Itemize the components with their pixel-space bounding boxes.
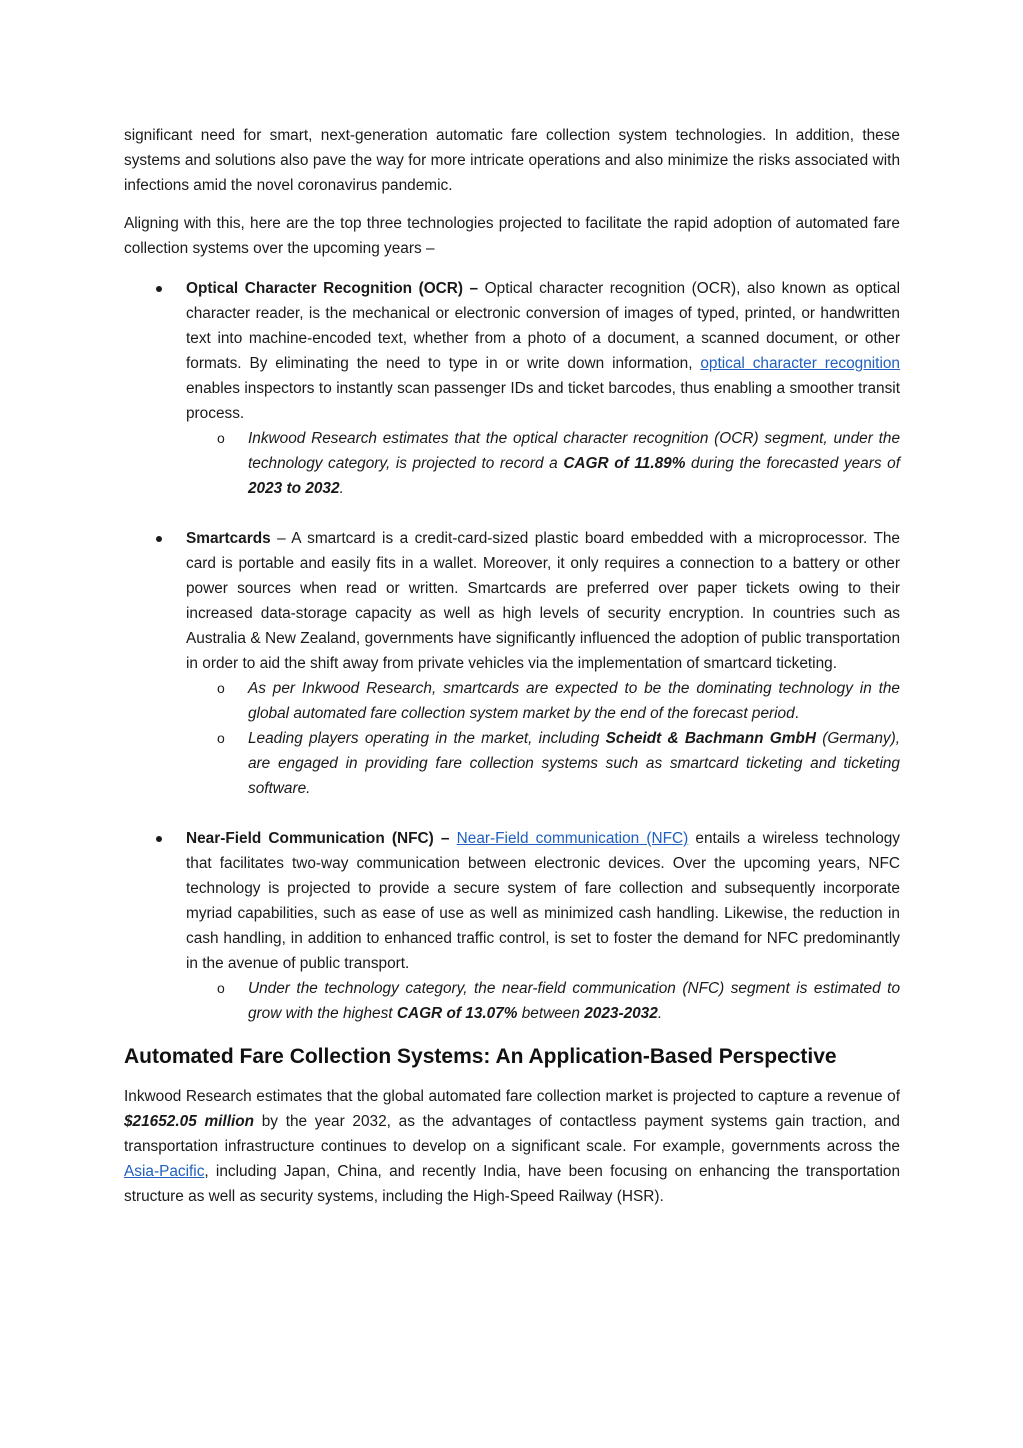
nfc-sub-text — [248, 976, 900, 1026]
smartcards-text: – A smartcard is a credit-card-sized plastic board embedded with a microprocessor. The card is portable and easily fits in a wallet. Moreover, it only requires a connection to a battery or other power sources when read or written. Smartcards are preferred over paper tickets owing to their increased data-storage capacity as well as high levels of security encryption. In countries such as Australia & New Zealand, governments have significantly influenced the adoption of public transportation in order to aid the shift away from private vehicles via the implementation of smartcard ticketing. — [186, 530, 900, 672]
bullet-dot-icon — [156, 536, 162, 542]
nfc-title: Near-Field Communication (NFC) – — [186, 830, 450, 847]
bullet-nfc — [124, 826, 900, 1026]
sub-bullet-icon: o — [217, 680, 225, 696]
nfc-years: 2023-2032 — [584, 1005, 658, 1022]
smartcards-sub1: As per Inkwood Research, smartcards are expected to be the dominating technology in the global automated fare collection system market by the end of the forecast period — [248, 680, 900, 722]
ocr-subpoint — [124, 426, 900, 501]
document-page — [124, 123, 900, 1209]
nfc-sub-c: between — [517, 1005, 585, 1022]
spacer — [124, 501, 900, 526]
ocr-title: Optical Character Recognition (OCR) – — [186, 280, 479, 297]
ocr-text-b: enables inspectors to instantly scan passenger IDs and ticket barcodes, thus enabling a smoother transit process. — [186, 380, 900, 422]
ocr-sub-e: . — [339, 480, 344, 497]
nfc-cagr: CAGR of 13.07% — [396, 1005, 518, 1022]
section-text-a: Inkwood Research estimates that the global automated fare collection market is projected to capture a revenue of — [124, 1088, 900, 1105]
smartcards-sub1-end: . — [794, 705, 799, 722]
ocr-paragraph — [186, 276, 900, 426]
ocr-sub-text — [248, 426, 900, 501]
section-text-d: , including Japan, China, and recently India, have been focusing on enhancing the transportation structure as well as security systems, including the High-Speed Railway (HSR). — [124, 1163, 900, 1205]
smartcards-sub2-c: (Germany), are engaged in providing fare collection systems such as smartcard ticketing and ticketing software. — [248, 730, 901, 797]
revenue-figure: $21652.05 million — [124, 1113, 255, 1130]
company-name: Scheidt & Bachmann GmbH — [605, 730, 816, 747]
sub-bullet-icon: o — [217, 980, 225, 996]
ocr-link[interactable]: optical character recognition — [700, 355, 900, 372]
smartcards-sub2-text — [248, 726, 900, 801]
nfc-sub-a: Under the technology category, the near-field communication (NFC) segment is estimated to grow with the highest — [248, 980, 900, 1022]
smartcards-subpoint-1 — [124, 676, 900, 726]
asia-pacific-link[interactable]: Asia-Pacific — [124, 1163, 205, 1180]
section-heading: Automated Fare Collection Systems: An Application-Based Perspective — [124, 1045, 837, 1068]
smartcards-paragraph — [186, 526, 900, 676]
ocr-sub-a: Inkwood Research estimates that the optical character recognition (OCR) segment, under the technology category, is projected to record a — [248, 430, 900, 472]
smartcards-sub1-text — [248, 676, 900, 726]
sub-bullet-icon: o — [217, 730, 225, 746]
smartcards-sub2-a: Leading players operating in the market, including — [248, 730, 606, 747]
bullet-dot-icon — [156, 836, 162, 842]
ocr-cagr: CAGR of 11.89% — [563, 455, 686, 472]
ocr-years: 2023 to 2032 — [248, 480, 340, 497]
nfc-link[interactable]: Near-Field communication (NFC) — [456, 830, 689, 847]
section-paragraph — [124, 1084, 900, 1209]
nfc-text: entails a wireless technology that facilitates two-way communication between electronic devices. Over the upcoming years, NFC technology is projected to provide a secure system of fare collection and subsequently incorporate myriad capabilities, such as ease of use as well as minimized cash handling. Likewise, the reduction in cash handling, in addition to enhanced traffic control, is set to foster the demand for NFC predominantly in the avenue of public transport. — [186, 830, 901, 972]
bullet-smartcards — [124, 526, 900, 801]
aligning-paragraph: Aligning with this, here are the top three technologies projected to facilitate the rapid adoption of automated fare collection systems over the upcoming years – — [124, 215, 900, 257]
nfc-subpoint — [124, 976, 900, 1026]
spacer — [124, 801, 900, 826]
smartcards-subpoint-2 — [124, 726, 900, 801]
ocr-text-a: Optical character recognition (OCR), also known as optical character reader, is the mechanical or electronic conversion of images of typed, printed, or handwritten text into machine-encoded text, whether from a photo of a document, a scanned document, or other formats. By eliminating the need to type in or write down information, — [186, 280, 900, 372]
bullet-dot-icon — [156, 286, 162, 292]
nfc-sub-e: . — [657, 1005, 663, 1022]
bullet-ocr — [124, 276, 900, 501]
intro-paragraph: significant need for smart, next-generation automatic fare collection system technologies. In addition, these systems and solutions also pave the way for more intricate operations and also minimize the risks associated with infections amid the novel coronavirus pandemic. — [124, 127, 900, 194]
section-text-c: by the year 2032, as the advantages of contactless payment systems gain traction, and transportation infrastructure continues to develop on a significant scale. For example, governments across the — [124, 1113, 900, 1155]
ocr-sub-c: during the forecasted years of — [685, 455, 900, 472]
smartcards-title: Smartcards — [186, 530, 271, 547]
sub-bullet-icon: o — [217, 430, 225, 446]
nfc-paragraph — [186, 826, 900, 976]
